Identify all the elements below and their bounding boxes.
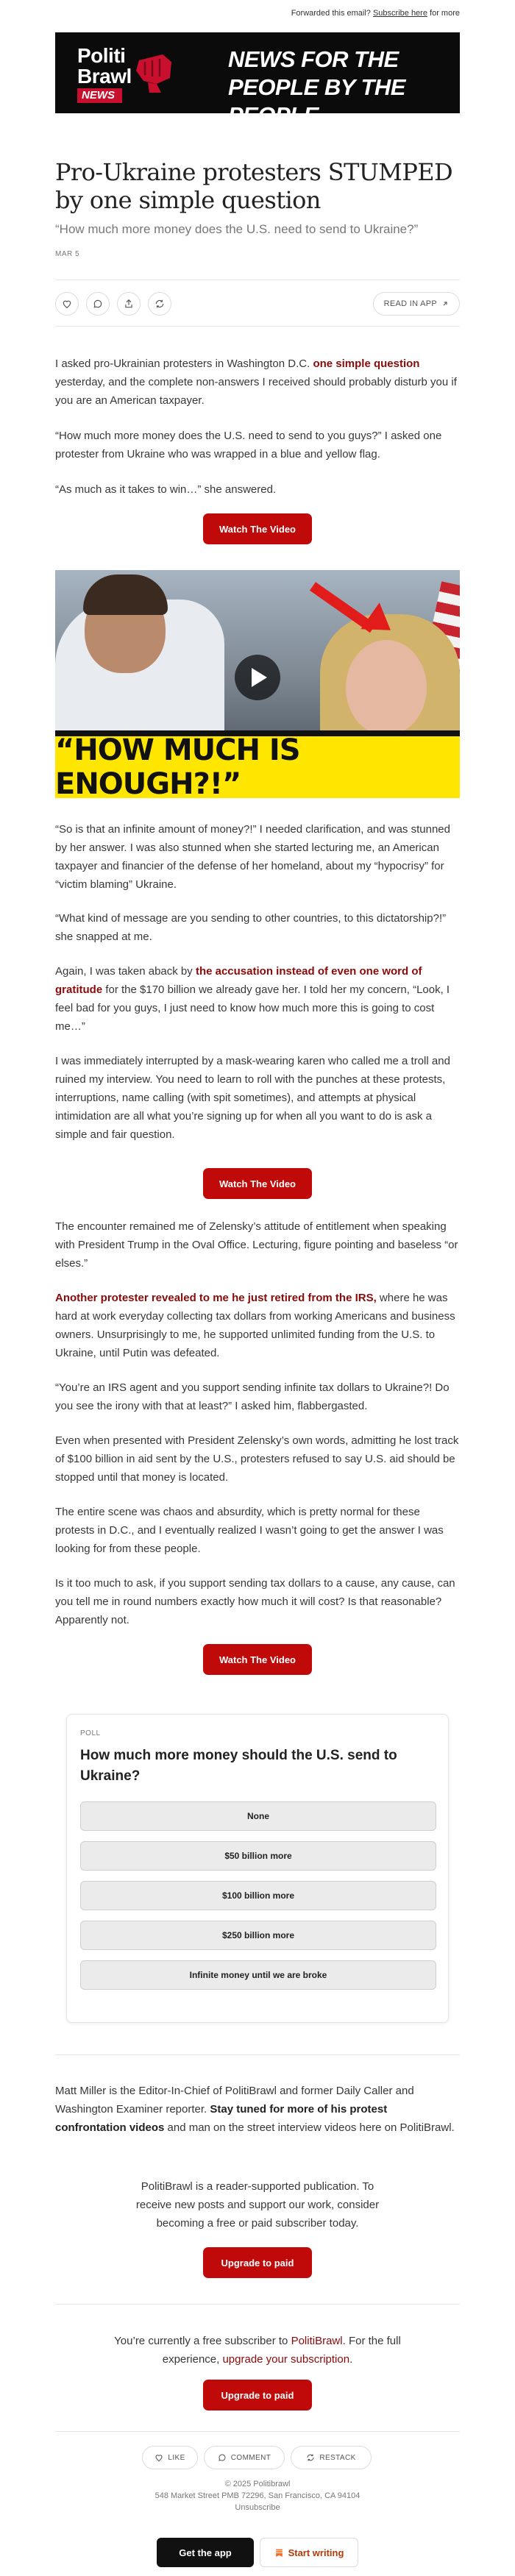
footer-comment-button[interactable]: COMMENT: [204, 2446, 285, 2469]
like-button[interactable]: [55, 292, 79, 316]
comment-icon: [93, 299, 103, 309]
share-button[interactable]: [117, 292, 141, 316]
paragraph-8: The encounter remained me of Zelensky’s attitude of entitlement when speaking with President Trump in the Oval Office. Lecturing, figure pointing and baseless “or elses.”: [55, 1220, 458, 1270]
upgrade-subscription-link[interactable]: upgrade your subscription: [222, 2353, 350, 2366]
paragraph-2: “How much more money does the U.S. need to send to you guys?” I asked one protester from Ukraine who was wrapped in a blue and yellow flag.: [55, 430, 442, 460]
paragraph-7: I was immediately interrupted by a mask-wearing karen who called me a troll and ruined my interview. You need to learn to roll with the punches at these protests, interruptions, name calling (with spit sometimes), and attempts at physical intimidation are all what you’re signing up for when all you want to do is ask a simple and fair question.: [55, 1055, 450, 1141]
support-text: PolitiBrawl is a reader-supported publication. To receive new posts and support our work, consider becoming a free or paid subscriber today.: [135, 2180, 380, 2230]
accusation-link[interactable]: the accusation instead of even one word of gratitude: [55, 965, 422, 996]
paragraph-10: “You’re an IRS agent and you support sending infinite tax dollars to Ukraine?! Do you see the irony with that at least?” I asked him, flabbergasted.: [55, 1381, 450, 1412]
poll-option-infinite[interactable]: Infinite money until we are broke: [80, 1960, 436, 1990]
restack-icon: [154, 299, 165, 309]
heart-icon: [62, 299, 72, 309]
comment-icon: [218, 2453, 227, 2462]
divider: [55, 2054, 460, 2055]
restack-button[interactable]: [148, 292, 171, 316]
logo-news-tag: NEWS: [77, 88, 122, 103]
paragraph-9: Another protester revealed to me he just retired from the IRS, where he was hard at work everyday collecting tax dollars from working Americans and business owners. Unsurprisingly to me, he supported unlimited funding from the U.S. to Ukraine, until Putin was defeated.: [55, 1292, 455, 1359]
subscriber-notice: You’re currently a free subscriber to PolitiBrawl. For the full experience, upgrade your subscription.: [114, 2335, 401, 2366]
banner-tagline: NEWS FOR THE PEOPLE BY THE PEOPLE: [228, 46, 405, 128]
upgrade-button-2[interactable]: Upgrade to paid: [203, 2380, 312, 2410]
unsubscribe-link[interactable]: Unsubscribe: [235, 2503, 280, 2512]
poll-option-none[interactable]: None: [80, 1801, 436, 1831]
start-writing-button[interactable]: Start writing: [260, 2538, 358, 2567]
publication-link[interactable]: PolitiBrawl: [291, 2335, 343, 2347]
paragraph-3: “As much as it takes to win…” she answered.: [55, 483, 277, 496]
watch-video-button-3[interactable]: Watch The Video: [203, 1644, 312, 1675]
paragraph-12: The entire scene was chaos and absurdity, which is pretty normal for these protests in D.C., and I eventually realized I wasn’t going to get the answer I was looking for from these people.: [55, 1506, 444, 1555]
watch-video-button-2[interactable]: Watch The Video: [203, 1168, 312, 1199]
comment-button[interactable]: [86, 292, 110, 316]
copyright: © 2025 Politibrawl: [224, 2480, 291, 2488]
post-date: MAR 5: [55, 250, 80, 258]
politibrawl-logo: Politi Brawl NEWS: [77, 41, 188, 104]
heart-icon: [154, 2453, 163, 2462]
paragraph-6: Again, I was taken aback by the accusation instead of even one word of gratitude for the $170 billion we already gave her. I told her my concern, “Look, I feel bad for you guys, I just need to know how much more this is going to cost me…”: [55, 965, 450, 1033]
subscribe-link[interactable]: Subscribe here: [372, 9, 427, 18]
paragraph-11: Even when presented with President Zelensky’s own words, admitting he lost track of $100 billion in aid sent by the U.S., protesters refused to say U.S. aid should be stopped until that money is located.: [55, 1434, 459, 1484]
read-in-app-button[interactable]: READ IN APP: [373, 292, 460, 316]
share-icon: [124, 299, 134, 309]
footer-restack-button[interactable]: RESTACK: [291, 2446, 372, 2469]
poll-option-50b[interactable]: $50 billion more: [80, 1841, 436, 1871]
poll-option-250b[interactable]: $250 billion more: [80, 1921, 436, 1950]
paragraph-13: Is it too much to ask, if you support sending tax dollars to a cause, any cause, can you tell me in round numbers exactly how much it will cost? Is that reasonable? Apparently not.: [55, 1577, 455, 1626]
watch-video-button-1[interactable]: Watch The Video: [203, 513, 312, 544]
play-icon[interactable]: [235, 655, 280, 700]
forwarded-note: Forwarded this email? Subscribe here for more: [291, 9, 460, 18]
video-caption: “HOW MUCH IS ENOUGH?!”: [55, 736, 460, 798]
mailing-address: 548 Market Street PMB 72296, San Francisco, CA 94104: [154, 2491, 360, 2500]
post-action-bar: [55, 280, 460, 327]
divider: [55, 2431, 460, 2432]
paragraph-4: “So is that an infinite amount of money?!” I needed clarification, and was stunned by her answer. I was also stunned when she started lecturing me, an American taxpayer and financier of the defense of her homeland, about my “hypocrisy” for “victim blaming” Ukraine.: [55, 823, 450, 891]
divider: [55, 2304, 460, 2305]
poll-label: POLL: [80, 1729, 101, 1737]
footer-like-button[interactable]: LIKE: [142, 2446, 198, 2469]
paragraph-1: I asked pro-Ukrainian protesters in Washington D.C. one simple question yesterday, and the complete non-answers I received should probably disturb you if you are an American taxpayer.: [55, 357, 457, 407]
author-bio: Matt Miller is the Editor-In-Chief of PolitiBrawl and former Daily Caller and Washington Examiner reporter. Stay tuned for more of his protest confrontation videos and man on the street interview videos here on PolitiBrawl.: [55, 2085, 455, 2134]
external-arrow-icon: [441, 300, 449, 307]
irs-protester-link[interactable]: Another protester revealed to me he just retired from the IRS,: [55, 1292, 377, 1304]
poll-card: [66, 1714, 449, 2023]
paragraph-5: “What kind of message are you sending to other countries, to this dictatorship?!” she snapped at me.: [55, 912, 447, 943]
poll-question: How much more money should the U.S. send to Ukraine?: [80, 1748, 397, 1784]
one-simple-question-link[interactable]: one simple question: [313, 357, 420, 370]
fist-icon: [129, 46, 177, 94]
poll-option-100b[interactable]: $100 billion more: [80, 1881, 436, 1910]
upgrade-button-1[interactable]: Upgrade to paid: [203, 2247, 312, 2278]
restack-icon: [306, 2453, 315, 2462]
publication-banner[interactable]: [55, 32, 460, 128]
post-title[interactable]: Pro-Ukraine protesters STUMPED by one simple question: [55, 158, 453, 214]
post-subtitle: “How much more money does the U.S. need to send to Ukraine?”: [55, 222, 419, 236]
get-the-app-button[interactable]: Get the app: [157, 2538, 254, 2567]
video-thumbnail[interactable]: [55, 570, 460, 798]
substack-icon: [274, 2548, 284, 2558]
